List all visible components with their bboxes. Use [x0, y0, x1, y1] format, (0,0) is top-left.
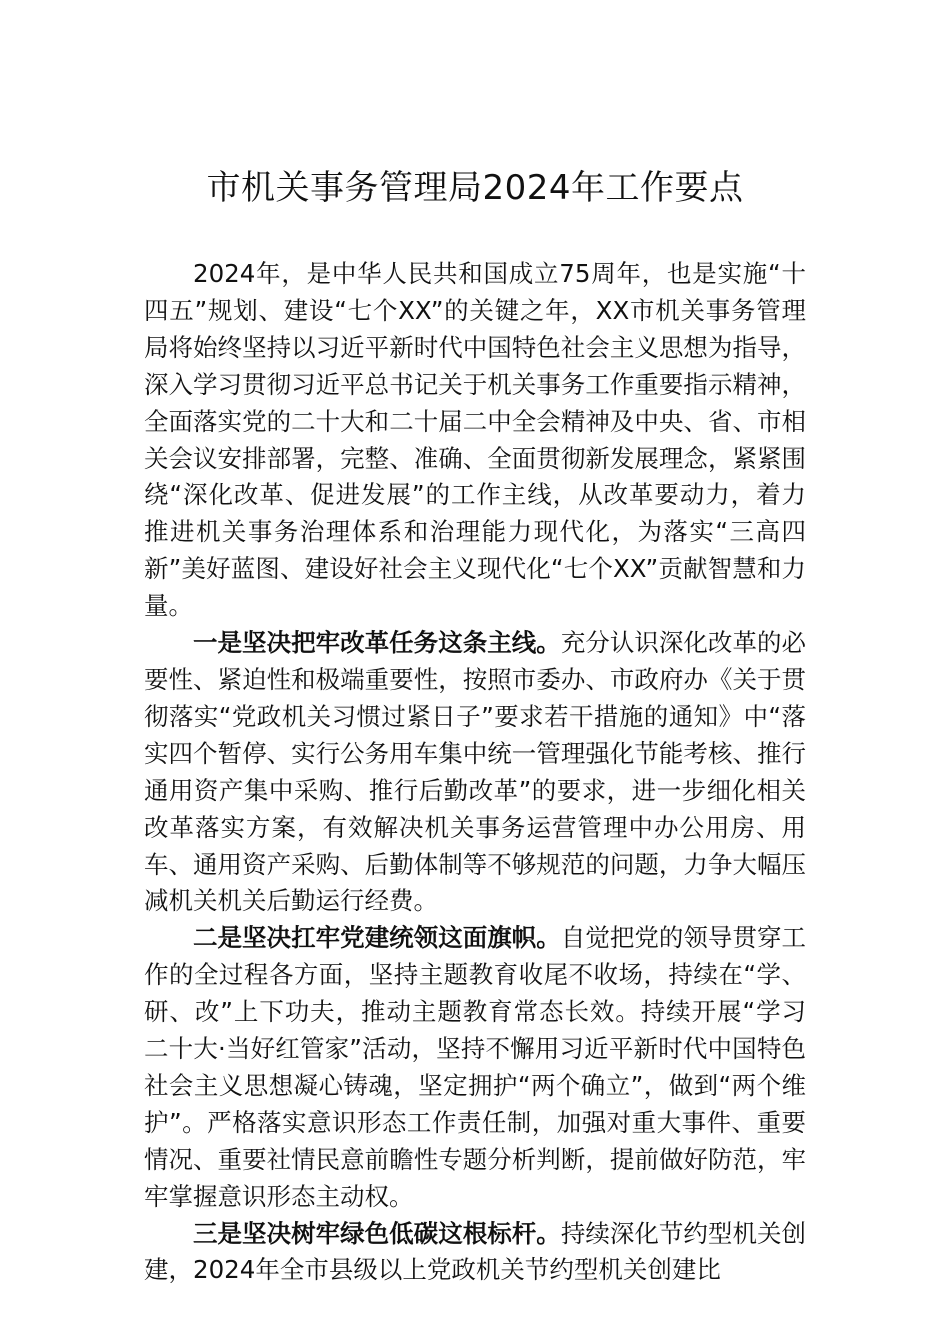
intro-paragraph: 2024年，是中华人民共和国成立75周年，也是实施“十四五”规划、建设“七个XX”的关键之年，XX市机关事务管理局将始终坚持以习近平新时代中国特色社会主义思想为指导，深入学习贯彻习近平总书记关于机关事务工作重要指示精神，全面落实党的二十大和二十届二中全会精神及中央、省、市相关会议安排部署，完整、准确、全面贯彻新发展理念，紧紧围绕“深化改革、促进发展”的工作主线，从改革要动力，着力推进机关事务治理体系和治理能力现代化，为落实“三高四新”美好蓝图、建设好社会主义现代化“七个XX”贡献智慧和力量。	[144, 259, 806, 621]
section-paragraph-3	[144, 1216, 806, 1290]
section-text-3: 持续深化节约型机关创建，2024年全市县级以上党政机关节约型机关创建比	[144, 1218, 806, 1285]
document-body	[144, 256, 806, 1289]
section-lead-3: 三是坚决树牢绿色低碳这根标杆。	[193, 1218, 561, 1248]
section-lead-1: 一是坚决把牢改革任务这条主线。	[193, 628, 561, 658]
section-text-1: 充分认识深化改革的必要性、紧迫性和极端重要性，按照市委办、市政府办《关于贯彻落实“党政机关习惯过紧日子”要求若干措施的通知》中“落实四个暂停、实行公务用车集中统一管理强化节能考核、推行通用资产集中采购、推行后勤改革”的要求，进一步细化相关改革落实方案，有效解决机关事务运营管理中办公用房、用车、通用资产采购、后勤体制等不够规范的问题，力争大幅压减机关机关后勤运行经费。	[144, 628, 806, 916]
section-lead-2: 二是坚决扛牢党建统领这面旗帜。	[193, 923, 561, 953]
document-title: 市机关事务管理局2024年工作要点	[206, 168, 744, 208]
section-paragraph-2	[144, 920, 806, 1215]
section-text-2: 自觉把党的领导贯穿工作的全过程各方面，坚持主题教育收尾不收场，持续在“学、研、改”上下功夫，推动主题教育常态长效。持续开展“学习二十大·当好红管家”活动，坚持不懈用习近平新时代中国特色社会主义思想凝心铸魂，坚定拥护“两个确立”，做到“两个维护”。严格落实意识形态工作责任制，加强对重大事件、重要情况、重要社情民意前瞻性专题分析判断，提前做好防范，牢牢掌握意识形态主动权。	[144, 923, 806, 1211]
section-paragraph-1	[144, 625, 806, 920]
